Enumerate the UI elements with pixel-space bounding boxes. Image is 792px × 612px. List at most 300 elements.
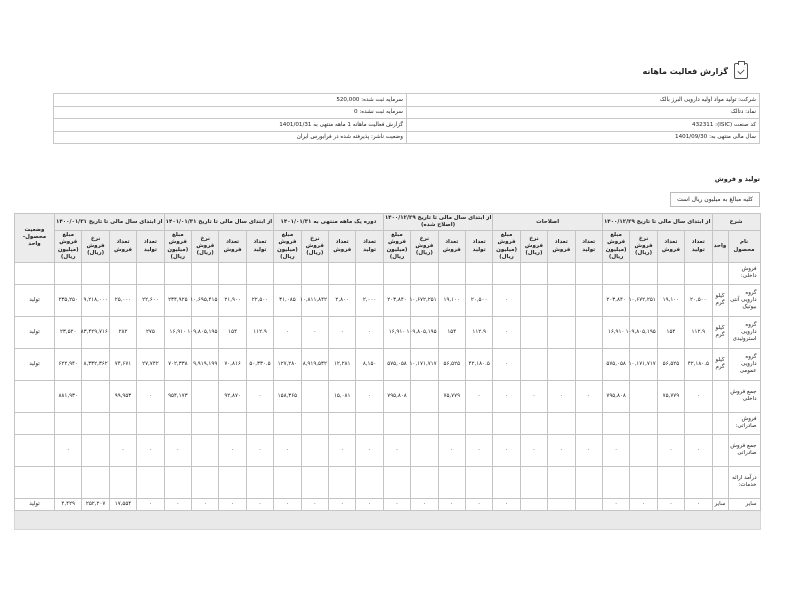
value-cell: ۰ bbox=[411, 498, 438, 510]
table-footer bbox=[15, 510, 761, 529]
value-cell: ۰ bbox=[685, 434, 712, 466]
value-cell bbox=[82, 412, 109, 434]
value-cell bbox=[301, 466, 328, 498]
value-cell: ۲۱,۹۰۰ bbox=[219, 284, 246, 316]
header-sales-qty: تعداد فروش bbox=[438, 231, 465, 263]
value-cell: ۰ bbox=[575, 434, 602, 466]
info-row bbox=[54, 131, 760, 144]
value-cell: ۱۵۴ bbox=[438, 316, 465, 348]
value-cell: ۰ bbox=[548, 434, 575, 466]
value-cell bbox=[356, 262, 383, 284]
value-cell bbox=[548, 284, 575, 316]
header-sales-amount: مبلغ فروش (میلیون ریال) bbox=[383, 231, 410, 263]
value-cell: ۱۶,۹۱۰ bbox=[602, 316, 629, 348]
value-cell bbox=[575, 316, 602, 348]
value-cell: ۰ bbox=[356, 380, 383, 412]
table-row bbox=[15, 498, 761, 510]
value-cell bbox=[82, 380, 109, 412]
value-cell: ۰ bbox=[137, 498, 164, 510]
value-cell bbox=[301, 380, 328, 412]
product-unit: کیلو گرم bbox=[712, 348, 728, 380]
value-cell bbox=[465, 412, 492, 434]
value-cell: ۰ bbox=[493, 316, 520, 348]
product-name: گروه دارویی آنتی بیوتیک bbox=[728, 284, 760, 316]
value-cell: ۰ bbox=[246, 380, 273, 412]
value-cell: ۱۱۲.۹ bbox=[685, 316, 712, 348]
product-unit bbox=[712, 412, 728, 434]
value-cell bbox=[520, 316, 547, 348]
value-cell: ۱۰,۸۱۱,۸۴۲ bbox=[301, 284, 328, 316]
value-cell: ۹,۹۱۹,۱۹۹ bbox=[192, 348, 219, 380]
table-row bbox=[15, 412, 761, 434]
value-cell bbox=[657, 412, 684, 434]
header-production-qty: تعداد تولید bbox=[575, 231, 602, 263]
header-sales-qty: تعداد فروش bbox=[219, 231, 246, 263]
value-cell bbox=[657, 466, 684, 498]
value-cell: ۸,۱۵۰ bbox=[356, 348, 383, 380]
value-cell: ۰ bbox=[493, 348, 520, 380]
value-cell: ۱۰,۱۷۱,۷۱۷ bbox=[411, 348, 438, 380]
value-cell: ۰ bbox=[356, 434, 383, 466]
value-cell bbox=[55, 262, 82, 284]
value-cell: ۸,۹۱۹,۵۳۲ bbox=[301, 348, 328, 380]
value-cell: ۰ bbox=[356, 316, 383, 348]
product-name: سایر bbox=[728, 498, 760, 510]
value-cell: ۰ bbox=[219, 498, 246, 510]
value-cell bbox=[192, 412, 219, 434]
value-cell: ۰ bbox=[465, 380, 492, 412]
header-group-5: از ابتدای سال مالی تا تاریخ ۱۴۰۱/۰۱/۳۱ bbox=[164, 214, 274, 231]
report-title: گزارش فعالیت ماهانه bbox=[642, 66, 728, 76]
value-cell bbox=[219, 412, 246, 434]
value-cell: ۰ bbox=[548, 380, 575, 412]
value-cell: ۰ bbox=[685, 380, 712, 412]
value-cell bbox=[411, 434, 438, 466]
value-cell bbox=[411, 262, 438, 284]
value-cell bbox=[246, 262, 273, 284]
value-cell bbox=[329, 466, 356, 498]
value-cell: ۹,۲۱۸,۰۰۰ bbox=[82, 284, 109, 316]
value-cell: ۲۵,۰۰۰ bbox=[109, 284, 136, 316]
value-cell: ۴۲,۱۸۰.۵ bbox=[465, 348, 492, 380]
value-cell: ۱۵,۰۸۱ bbox=[329, 380, 356, 412]
value-cell bbox=[82, 466, 109, 498]
product-status bbox=[15, 466, 55, 498]
value-cell bbox=[109, 412, 136, 434]
value-cell bbox=[383, 466, 410, 498]
value-cell: ۷۵,۷۷۹ bbox=[438, 380, 465, 412]
header-product-name: نام محصول bbox=[728, 231, 760, 263]
product-name: گروه دارویی عمومی bbox=[728, 348, 760, 380]
info-cell: نماد: دتالک bbox=[407, 106, 760, 119]
value-cell bbox=[192, 434, 219, 466]
info-cell: شرکت: تولید مواد اولیه دارویی البرز بالک bbox=[407, 94, 760, 107]
value-cell bbox=[602, 262, 629, 284]
value-cell bbox=[520, 284, 547, 316]
table-row bbox=[15, 380, 761, 412]
value-cell: ۰ bbox=[301, 316, 328, 348]
product-unit bbox=[712, 380, 728, 412]
value-cell bbox=[548, 262, 575, 284]
report-header bbox=[643, 63, 748, 79]
product-status: تولید bbox=[15, 284, 55, 316]
amount-unit-note: کلیه مبالغ به میلیون ریال است bbox=[670, 192, 760, 207]
value-cell: ۱۱۲.۹ bbox=[465, 316, 492, 348]
header-group-1: از ابتدای سال مالی تا تاریخ ۱۴۰۰/۱۲/۲۹ bbox=[602, 214, 712, 231]
value-cell bbox=[219, 466, 246, 498]
value-cell bbox=[520, 262, 547, 284]
value-cell: ۱۶,۹۱۰ bbox=[164, 316, 191, 348]
value-cell bbox=[685, 262, 712, 284]
production-sales-table bbox=[14, 213, 761, 530]
product-name: گروه دارویی استروئیدی bbox=[728, 316, 760, 348]
value-cell bbox=[137, 412, 164, 434]
value-cell bbox=[575, 348, 602, 380]
value-cell: ۲۷۵ bbox=[137, 316, 164, 348]
info-row bbox=[54, 119, 760, 132]
value-cell bbox=[82, 262, 109, 284]
value-cell bbox=[602, 466, 629, 498]
info-row bbox=[54, 94, 760, 107]
value-cell: ۰ bbox=[329, 316, 356, 348]
value-cell: ۰ bbox=[329, 434, 356, 466]
value-cell: ۰ bbox=[493, 434, 520, 466]
header-production-qty: تعداد تولید bbox=[137, 231, 164, 263]
value-cell: ۲۰,۵۰۰ bbox=[465, 284, 492, 316]
header-group-2: اصلاحات bbox=[493, 214, 603, 231]
value-cell: ۶۲۲,۹۴۰ bbox=[55, 348, 82, 380]
header-desc: شرح bbox=[712, 214, 760, 231]
product-unit: کیلو گرم bbox=[712, 284, 728, 316]
product-name: درآمد ارائه خدمات: bbox=[728, 466, 760, 498]
value-cell: ۱۰۹,۸۰۵,۱۹۵ bbox=[192, 316, 219, 348]
value-cell bbox=[164, 412, 191, 434]
value-cell: ۰ bbox=[274, 434, 301, 466]
value-cell bbox=[465, 466, 492, 498]
value-cell: ۵۰,۳۳۰.۵ bbox=[246, 348, 273, 380]
value-cell bbox=[109, 262, 136, 284]
header-status: وضعیت محصول- واحد bbox=[15, 214, 55, 263]
value-cell bbox=[438, 262, 465, 284]
value-cell bbox=[411, 412, 438, 434]
header-unit: واحد bbox=[712, 231, 728, 263]
value-cell: ۷۰,۸۱۶ bbox=[219, 348, 246, 380]
value-cell: ۹۹,۹۵۳ bbox=[109, 380, 136, 412]
value-cell bbox=[301, 412, 328, 434]
info-row bbox=[54, 106, 760, 119]
value-cell: ۰ bbox=[356, 498, 383, 510]
product-status bbox=[15, 412, 55, 434]
header-sales-rate: نرخ فروش (ریال) bbox=[192, 231, 219, 263]
value-cell bbox=[383, 262, 410, 284]
value-cell bbox=[493, 466, 520, 498]
header-production-qty: تعداد تولید bbox=[685, 231, 712, 263]
product-unit bbox=[712, 262, 728, 284]
value-cell bbox=[192, 466, 219, 498]
value-cell: ۷۰۲,۳۳۸ bbox=[164, 348, 191, 380]
value-cell bbox=[82, 434, 109, 466]
value-cell bbox=[274, 466, 301, 498]
value-cell bbox=[575, 284, 602, 316]
header-sales-rate: نرخ فروش (ریال) bbox=[301, 231, 328, 263]
value-cell bbox=[548, 316, 575, 348]
header-production-qty: تعداد تولید bbox=[465, 231, 492, 263]
value-cell: ۰ bbox=[329, 498, 356, 510]
product-status bbox=[15, 380, 55, 412]
value-cell bbox=[602, 412, 629, 434]
value-cell bbox=[575, 412, 602, 434]
value-cell: ۰ bbox=[685, 498, 712, 510]
value-cell bbox=[685, 412, 712, 434]
value-cell: ۰ bbox=[246, 498, 273, 510]
header-sales-rate: نرخ فروش (ریال) bbox=[82, 231, 109, 263]
value-cell: ۱۰۹,۸۰۵,۱۹۵ bbox=[411, 316, 438, 348]
value-cell bbox=[575, 498, 602, 510]
header-sales-qty: تعداد فروش bbox=[548, 231, 575, 263]
value-cell bbox=[548, 498, 575, 510]
value-cell bbox=[301, 262, 328, 284]
value-cell bbox=[137, 262, 164, 284]
header-sales-rate: نرخ فروش (ریال) bbox=[520, 231, 547, 263]
value-cell bbox=[548, 412, 575, 434]
value-cell bbox=[575, 466, 602, 498]
value-cell: ۲۲,۵۰۰ bbox=[246, 284, 273, 316]
value-cell: ۰ bbox=[657, 434, 684, 466]
value-cell: ۱۰۹,۸۰۵,۱۹۵ bbox=[630, 316, 657, 348]
value-cell: ۰ bbox=[657, 498, 684, 510]
value-cell: ۰ bbox=[137, 434, 164, 466]
value-cell bbox=[274, 412, 301, 434]
value-cell: ۰ bbox=[274, 316, 301, 348]
table-row bbox=[15, 284, 761, 316]
header-sales-rate: نرخ فروش (ریال) bbox=[630, 231, 657, 263]
value-cell: ۰ bbox=[301, 498, 328, 510]
value-cell bbox=[301, 434, 328, 466]
value-cell: ۷۹۵,۸۰۸ bbox=[383, 380, 410, 412]
clipboard-check-icon bbox=[734, 63, 748, 79]
product-name: جمع فروش داخلی bbox=[728, 380, 760, 412]
value-cell: ۲۷,۷۴۲ bbox=[137, 348, 164, 380]
value-cell bbox=[192, 380, 219, 412]
value-cell bbox=[630, 380, 657, 412]
header-sales-qty: تعداد فروش bbox=[329, 231, 356, 263]
value-cell: ۳۱,۰۸۵ bbox=[274, 284, 301, 316]
value-cell: ۰ bbox=[383, 498, 410, 510]
value-cell: ۰ bbox=[520, 434, 547, 466]
value-cell: ۱۵۴ bbox=[657, 316, 684, 348]
value-cell: ۸,۳۳۲,۳۶۲ bbox=[82, 348, 109, 380]
value-cell: ۱۷,۵۵۴ bbox=[109, 498, 136, 510]
value-cell bbox=[685, 466, 712, 498]
value-cell bbox=[493, 262, 520, 284]
value-cell: ۲۳۴,۹۲۵ bbox=[164, 284, 191, 316]
product-status: تولید bbox=[15, 498, 55, 510]
value-cell bbox=[438, 412, 465, 434]
value-cell bbox=[55, 412, 82, 434]
value-cell: ۰ bbox=[465, 434, 492, 466]
value-cell: ۲,۰۰۰ bbox=[356, 284, 383, 316]
value-cell: ۱۱۲.۹ bbox=[246, 316, 273, 348]
table-row bbox=[15, 348, 761, 380]
value-cell: ۱۰,۶۷۲,۲۵۱ bbox=[630, 284, 657, 316]
header-sales-rate: نرخ فروش (ریال) bbox=[411, 231, 438, 263]
value-cell: ۰ bbox=[520, 380, 547, 412]
value-cell: ۰ bbox=[192, 498, 219, 510]
value-cell bbox=[356, 466, 383, 498]
value-cell: ۰ bbox=[465, 498, 492, 510]
value-cell bbox=[356, 412, 383, 434]
table-row bbox=[15, 316, 761, 348]
value-cell: ۰ bbox=[164, 498, 191, 510]
value-cell: ۹۵۴,۱۷۳ bbox=[164, 380, 191, 412]
value-cell bbox=[465, 262, 492, 284]
value-cell bbox=[438, 466, 465, 498]
value-cell: ۱۰,۱۷۱,۷۱۷ bbox=[630, 348, 657, 380]
value-cell bbox=[192, 262, 219, 284]
value-cell: ۲۰۳,۸۴۰ bbox=[602, 284, 629, 316]
value-cell: ۰ bbox=[602, 434, 629, 466]
header-sales-amount: مبلغ فروش (میلیون ریال) bbox=[274, 231, 301, 263]
value-cell: ۰ bbox=[274, 498, 301, 510]
header-sales-amount: مبلغ فروش (میلیون ریال) bbox=[493, 231, 520, 263]
value-cell: ۰ bbox=[55, 434, 82, 466]
product-unit: سایر bbox=[712, 498, 728, 510]
value-cell: ۵۷۵,۰۵۸ bbox=[383, 348, 410, 380]
value-cell bbox=[493, 412, 520, 434]
value-cell bbox=[274, 262, 301, 284]
value-cell bbox=[630, 262, 657, 284]
table-row bbox=[15, 434, 761, 466]
info-cell: سرمایه ثبت نشده: 0 bbox=[54, 106, 407, 119]
value-cell bbox=[411, 466, 438, 498]
value-cell: ۱۰,۶۷۲,۲۵۱ bbox=[411, 284, 438, 316]
value-cell: ۲۰۳,۸۴۰ bbox=[383, 284, 410, 316]
value-cell bbox=[630, 434, 657, 466]
product-status bbox=[15, 262, 55, 284]
value-cell: ۰ bbox=[493, 380, 520, 412]
product-unit: کیلو گرم bbox=[712, 316, 728, 348]
value-cell bbox=[520, 348, 547, 380]
value-cell: ۱۹,۱۰۰ bbox=[438, 284, 465, 316]
value-cell bbox=[246, 412, 273, 434]
value-cell bbox=[246, 466, 273, 498]
value-cell bbox=[164, 466, 191, 498]
value-cell: ۹۲,۸۷۰ bbox=[219, 380, 246, 412]
header-production-qty: تعداد تولید bbox=[356, 231, 383, 263]
value-cell: ۰ bbox=[109, 434, 136, 466]
value-cell: ۲۰,۵۰۰ bbox=[685, 284, 712, 316]
header-group-4: دوره یک ماهه منتهی به ۱۴۰۱/۰۱/۳۱ bbox=[274, 214, 384, 231]
value-cell bbox=[164, 262, 191, 284]
value-cell: ۰ bbox=[164, 434, 191, 466]
value-cell bbox=[137, 466, 164, 498]
value-cell: ۰ bbox=[137, 380, 164, 412]
value-cell bbox=[109, 466, 136, 498]
product-name: جمع فروش صادراتی bbox=[728, 434, 760, 466]
value-cell: ۲۲,۶۰۰ bbox=[137, 284, 164, 316]
header-sales-amount: مبلغ فروش (میلیون ریال) bbox=[55, 231, 82, 263]
value-cell bbox=[520, 498, 547, 510]
product-status: تولید bbox=[15, 348, 55, 380]
value-cell: ۵۶,۵۲۵ bbox=[657, 348, 684, 380]
value-cell: ۱۶,۹۱۰ bbox=[383, 316, 410, 348]
info-cell: کد صنعت (ISIC): 432311 bbox=[407, 119, 760, 132]
product-status: تولید bbox=[15, 316, 55, 348]
header-sales-amount: مبلغ فروش (میلیون ریال) bbox=[164, 231, 191, 263]
header-group-6: از ابتدای سال مالی تا تاریخ ۱۴۰۰/۰۱/۳۱ bbox=[55, 214, 165, 231]
value-cell: ۲۸۲ bbox=[109, 316, 136, 348]
value-cell bbox=[383, 412, 410, 434]
value-cell bbox=[630, 466, 657, 498]
product-unit bbox=[712, 434, 728, 466]
value-cell: ۸۳,۴۲۹,۷۱۶ bbox=[82, 316, 109, 348]
company-info-table bbox=[53, 93, 760, 144]
value-cell: ۵۷۵,۰۵۸ bbox=[602, 348, 629, 380]
value-cell: ۱۵۴ bbox=[219, 316, 246, 348]
value-cell: ۰ bbox=[602, 498, 629, 510]
info-cell: وضعیت ناشر: پذیرفته شده در فرابورس ایران bbox=[54, 131, 407, 144]
product-unit bbox=[712, 466, 728, 498]
value-cell bbox=[520, 412, 547, 434]
value-cell: ۰ bbox=[493, 498, 520, 510]
value-cell: ۵۶,۵۲۵ bbox=[438, 348, 465, 380]
header-group-3: از ابتدای سال مالی تا تاریخ ۱۴۰۰/۱۲/۲۹ (اصلاح شده) bbox=[383, 214, 493, 231]
value-cell: ۱۵۸,۳۶۵ bbox=[274, 380, 301, 412]
value-cell: ۷۴,۶۷۱ bbox=[109, 348, 136, 380]
info-cell: سال مالی منتهی به: 1401/09/30 bbox=[407, 131, 760, 144]
value-cell bbox=[657, 262, 684, 284]
value-cell: ۱۲,۲۸۱ bbox=[329, 348, 356, 380]
value-cell: ۰ bbox=[575, 380, 602, 412]
value-cell: ۴,۴۲۹ bbox=[55, 498, 82, 510]
info-cell: گزارش فعالیت ماهانه 1 ماهه منتهی به 1401/01/31 bbox=[54, 119, 407, 132]
value-cell: ۰ bbox=[246, 434, 273, 466]
value-cell bbox=[329, 262, 356, 284]
value-cell bbox=[219, 262, 246, 284]
value-cell: ۲,۸۰۰ bbox=[329, 284, 356, 316]
value-cell bbox=[55, 466, 82, 498]
header-sales-amount: مبلغ فروش (میلیون ریال) bbox=[602, 231, 629, 263]
header-sales-qty: تعداد فروش bbox=[109, 231, 136, 263]
value-cell: ۱۰,۶۹۵,۴۱۵ bbox=[192, 284, 219, 316]
value-cell: ۰ bbox=[219, 434, 246, 466]
value-cell: ۲۳,۵۲۰ bbox=[55, 316, 82, 348]
value-cell: ۱۹,۱۰۰ bbox=[657, 284, 684, 316]
value-cell bbox=[411, 380, 438, 412]
value-cell: ۸۸۱,۹۳۰ bbox=[55, 380, 82, 412]
value-cell bbox=[548, 348, 575, 380]
value-cell: ۴۲,۱۸۰.۵ bbox=[685, 348, 712, 380]
value-cell bbox=[520, 466, 547, 498]
section-title: تولید و فروش bbox=[714, 175, 760, 183]
product-status bbox=[15, 434, 55, 466]
value-cell bbox=[548, 466, 575, 498]
product-name: فروش صادراتی: bbox=[728, 412, 760, 434]
header-production-qty: تعداد تولید bbox=[246, 231, 273, 263]
value-cell bbox=[575, 262, 602, 284]
value-cell: ۰ bbox=[438, 498, 465, 510]
value-cell: ۲۳۵,۲۵۰ bbox=[55, 284, 82, 316]
value-cell: ۰ bbox=[630, 498, 657, 510]
value-cell: ۰ bbox=[493, 284, 520, 316]
value-cell: ۱۲۷,۲۸۰ bbox=[274, 348, 301, 380]
table-row bbox=[15, 466, 761, 498]
info-cell: سرمایه ثبت شده: 520,000 bbox=[54, 94, 407, 107]
table-row bbox=[15, 262, 761, 284]
value-cell: ۰ bbox=[438, 434, 465, 466]
header-sales-qty: تعداد فروش bbox=[657, 231, 684, 263]
value-cell: ۷۹۵,۸۰۸ bbox=[602, 380, 629, 412]
